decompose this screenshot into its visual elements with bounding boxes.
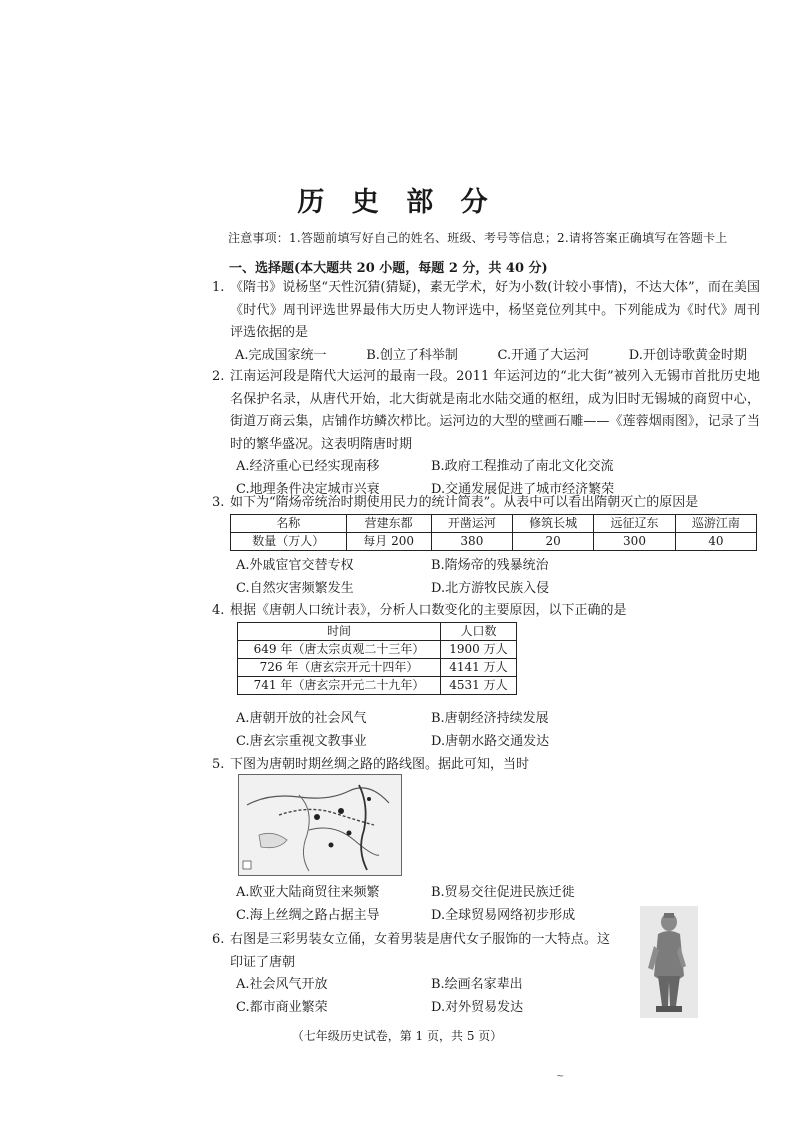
question-stem: 下图为唐朝时期丝绸之路的路线图。据此可知，当时 xyxy=(230,757,530,772)
labor-statistics-table xyxy=(230,514,757,551)
table-cell: 40 xyxy=(675,533,756,551)
question-4 xyxy=(212,600,760,623)
table-header-cell: 开凿运河 xyxy=(431,515,512,533)
table-row xyxy=(238,641,517,659)
option-b[interactable]: B.贸易交往促进民族迁徙 xyxy=(431,885,575,900)
option-a[interactable]: A.社会风气开放 xyxy=(236,977,328,992)
option-c[interactable]: C.自然灾害频繁发生 xyxy=(236,580,354,596)
question-3-options xyxy=(230,555,760,600)
option-list xyxy=(236,974,610,1019)
table-cell: 数量（万人） xyxy=(231,533,347,551)
question-number: 6. xyxy=(212,932,225,947)
option-c[interactable]: C.都市商业繁荣 xyxy=(236,999,328,1015)
option-c[interactable]: C.唐玄宗重视文教事业 xyxy=(236,733,367,749)
table-cell: 1900 万人 xyxy=(440,641,516,659)
option-a[interactable]: A.完成国家统一 xyxy=(235,347,327,363)
table-cell: 300 xyxy=(594,533,675,551)
table-header-row xyxy=(231,515,757,533)
question-3 xyxy=(212,492,760,515)
tricolor-figurine-image xyxy=(640,906,698,1018)
table-header-cell: 营建东都 xyxy=(346,515,431,533)
table-row xyxy=(238,659,517,677)
table-header-cell: 人口数 xyxy=(440,623,516,641)
question-4-options xyxy=(230,708,760,753)
question-number: 2. xyxy=(212,369,225,384)
table-header-cell: 名称 xyxy=(231,515,347,533)
option-d[interactable]: D.开创诗歌黄金时期 xyxy=(628,347,747,363)
section-heading: 一、选择题(本大题共 20 小题，每题 2 分，共 40 分) xyxy=(229,261,548,276)
table-row xyxy=(238,677,517,695)
table-cell: 4531 万人 xyxy=(440,677,516,695)
question-stem: 如下为“隋炀帝统治时期使用民力的统计简表”。从表中可以看出隋朝灭亡的原因是 xyxy=(230,495,699,510)
page-title: 历 史 部 分 xyxy=(297,187,497,218)
option-a[interactable]: A.欧亚大陆商贸往来频繁 xyxy=(236,885,380,900)
table-cell: 649 年（唐太宗贞观二十三年） xyxy=(238,641,441,659)
option-d[interactable]: D.对外贸易发达 xyxy=(431,999,524,1015)
option-d[interactable]: D.交通发展促进了城市经济繁荣 xyxy=(431,481,615,497)
question-stem: 江南运河段是隋代大运河的最南一段。2011 年运河边的“北大街”被列入无锡市首批历史地名保护名录，从唐代开始，北大街就是南北水陆交通的枢纽，成为旧时无锡城的商贸中心，街道万商云集，店铺作坊鳞次栉比。运河边的大型的壁画石雕——《莲蓉烟雨图》，记录了当时的繁华盛况。这表明隋唐时期 xyxy=(230,369,760,452)
option-list xyxy=(236,555,760,600)
option-b[interactable]: B.政府工程推动了南北文化交流 xyxy=(431,459,614,474)
question-stem: 右图是三彩男装女立俑，女着男装是唐代女子服饰的一大特点。这印证了唐朝 xyxy=(230,932,610,970)
table-row xyxy=(231,533,757,551)
question-number: 4. xyxy=(212,603,225,618)
population-table xyxy=(237,622,517,695)
option-b[interactable]: B.唐朝经济持续发展 xyxy=(431,711,549,726)
table-cell: 每月 200 xyxy=(346,533,431,551)
question-1 xyxy=(212,277,760,367)
page-footer: （七年级历史试卷，第 1 页，共 5 页） xyxy=(291,1029,503,1043)
table-header-cell: 巡游江南 xyxy=(675,515,756,533)
table-header-cell: 修筑长城 xyxy=(513,515,594,533)
silk-road-map-image xyxy=(238,774,402,876)
option-b[interactable]: B.隋炀帝的残暴统治 xyxy=(431,558,549,573)
option-c[interactable]: C.地理条件决定城市兴衰 xyxy=(236,481,380,497)
option-list xyxy=(235,345,760,368)
question-number: 5. xyxy=(212,757,225,772)
table-cell: 726 年（唐玄宗开元十四年） xyxy=(238,659,441,677)
figurine-graphic xyxy=(640,906,698,1018)
option-b[interactable]: B.创立了科举制 xyxy=(366,347,458,363)
option-a[interactable]: A.经济重心已经实现南移 xyxy=(236,459,380,474)
option-d[interactable]: D.北方游牧民族入侵 xyxy=(431,580,550,596)
table-cell: 380 xyxy=(431,533,512,551)
table-cell: 741 年（唐玄宗开元二十九年） xyxy=(238,677,441,695)
option-a[interactable]: A.唐朝开放的社会风气 xyxy=(236,711,367,726)
option-a[interactable]: A.外戚宦官交替专权 xyxy=(236,558,354,573)
exam-notice: 注意事项：1.答题前填写好自己的姓名、班级、考号等信息；2.请将答案正确填写在答题卡上 xyxy=(228,231,728,245)
option-list xyxy=(236,708,760,753)
question-stem: 根据《唐朝人口统计表》，分析人口数变化的主要原因，以下正确的是 xyxy=(230,603,627,618)
table-cell: 4141 万人 xyxy=(440,659,516,677)
option-c[interactable]: C.海上丝绸之路占据主导 xyxy=(236,907,380,923)
scan-mark: ~ xyxy=(556,1071,565,1082)
question-number: 1. xyxy=(212,280,225,295)
table-header-row xyxy=(238,623,517,641)
map-graphic xyxy=(239,775,401,875)
question-stem: 《隋书》说杨坚“天性沉猜(猜疑)，素无学术，好为小数(计较小事情)，不达大体”，而在美国《时代》周刊评选世界最伟大历史人物评选中，杨坚竟位列其中。下列能成为《时代》周刊评选依据的是 xyxy=(230,280,760,340)
option-d[interactable]: D.唐朝水路交通发达 xyxy=(431,733,550,749)
option-b[interactable]: B.绘画名家辈出 xyxy=(431,977,523,992)
option-d[interactable]: D.全球贸易网络初步形成 xyxy=(431,907,576,923)
option-c[interactable]: C.开通了大运河 xyxy=(497,347,590,363)
table-header-cell: 远征辽东 xyxy=(594,515,675,533)
question-2 xyxy=(212,366,760,501)
table-cell: 20 xyxy=(513,533,594,551)
table-header-cell: 时间 xyxy=(238,623,441,641)
question-6 xyxy=(212,929,610,1019)
question-number: 3. xyxy=(212,495,225,510)
